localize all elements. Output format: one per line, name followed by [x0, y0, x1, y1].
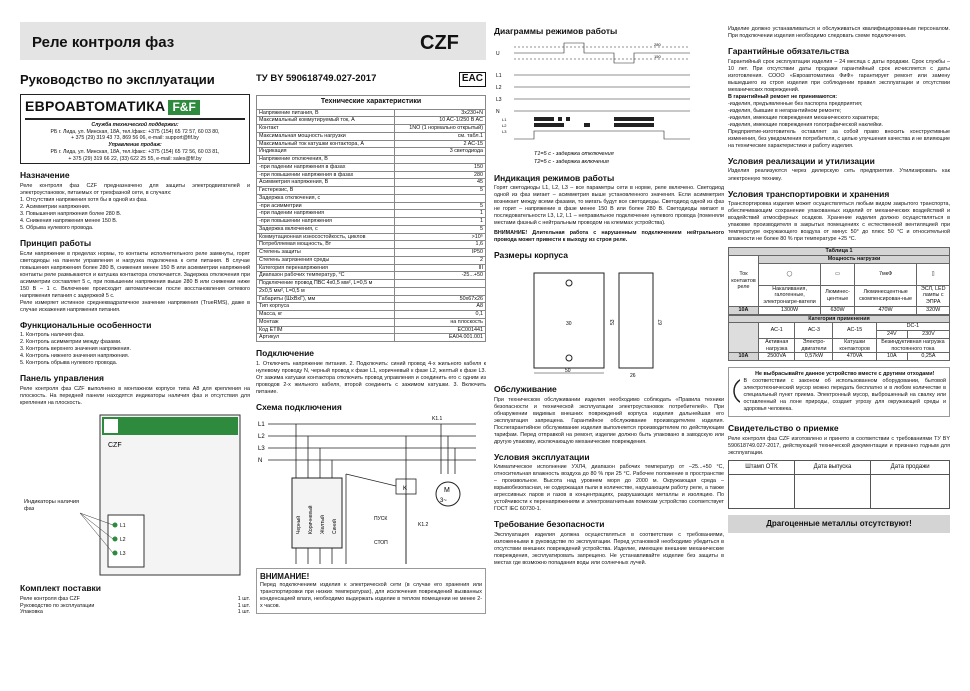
- power-value: 1300W: [759, 306, 821, 314]
- spec-value: 5: [394, 202, 485, 210]
- kit-row: [20, 609, 250, 616]
- dim-inner-width: 30: [566, 321, 572, 327]
- diagram-title: Диаграммы режимов работы: [494, 26, 618, 36]
- lamp-incandescent-icon: ◯: [759, 263, 821, 285]
- spec-label: -при повышении напряжения в фазах: [257, 171, 395, 179]
- spec-label: Максимальный ток катушки контактора, А: [257, 140, 395, 148]
- service-title: Обслуживание: [494, 384, 557, 394]
- connection-title: Подключение: [256, 348, 315, 358]
- led-block: [108, 515, 144, 567]
- spec-row: [257, 117, 486, 125]
- category: АС-1: [759, 323, 795, 339]
- transport-title: Условия транспортировки и хранения: [728, 188, 890, 199]
- sales-title: Управление продаж:: [108, 142, 162, 148]
- panel-title: Панель управления: [20, 373, 104, 384]
- spec-label: Артикул: [257, 334, 395, 342]
- spec-label: 2х0,5 мм², L=0,5 м: [257, 287, 395, 295]
- spec-label: Гистерезис, В: [257, 187, 395, 195]
- spec-value: [394, 287, 485, 295]
- category: DC-1: [876, 323, 949, 331]
- spec-label: Напряжение отключения, В: [257, 156, 395, 164]
- spec-label: Код ETIM: [257, 326, 395, 334]
- spec-label: Категория перенапряжения: [257, 264, 395, 272]
- spec-label: Задержка включения, с: [257, 225, 395, 233]
- guarantee-no-item: -изделия, предъявленные без паспорта предприятия;: [728, 100, 863, 107]
- wire-label: Коричневый: [308, 505, 314, 535]
- recycle-title: Не выбрасывайте данное устройство вместе с другими отходами!: [755, 371, 935, 378]
- led-label: L1: [120, 523, 126, 530]
- service-title: Служба технической поддержки:: [91, 121, 179, 128]
- led-label: L2: [120, 537, 126, 544]
- dims-title: Размеры корпуса: [494, 250, 568, 261]
- spec-row: [257, 295, 486, 303]
- scheme-line-label: L3: [258, 446, 265, 453]
- connection-text: 1. Отключить напряжение питания. 2. Подключить: синий провод 4-х жильного кабеля к нулевому проводу N, черный провод к фазе L1, коричневый к фазе L2, желтый к фазе L3. От зажима катушки контактора отключить провод управления и соединить его с одним из проводов 2-х жильного кабеля, второй соединить с зажимом катушки. 3. Включить питание.: [256, 360, 486, 395]
- led-l3-icon: [113, 551, 118, 556]
- spec-row: [257, 202, 486, 210]
- scheme-line-label: L1: [258, 422, 265, 429]
- tu-row: [256, 72, 486, 87]
- lamp-esl-icon: ▯: [917, 263, 950, 285]
- contact-k11-label: K1.1: [432, 416, 443, 423]
- spec-value: 50х67х26: [394, 295, 485, 303]
- spec-row: [257, 187, 486, 195]
- service-line: РБ г. Лида, ул. Минская, 18А, тел./факс: +375 (154) 65 72 57, 60 03 80,: [50, 128, 220, 135]
- spec-row: [257, 194, 486, 202]
- spec-label: -при падении напряжения в фазах: [257, 163, 395, 171]
- purpose-item: 3. Повышения напряжения более 280 В.: [20, 210, 122, 217]
- category-value: 0,57kW: [795, 353, 833, 361]
- scheme-line-label: L2: [258, 434, 265, 441]
- guarantee-text: Гарантийный срок эксплуатации изделия – 24 месяца с даты продажи. Срок службы – 10 лет. При отсутствии даты продажи гарантийный срок исчисляется с даты изготовления. СООО «Евроавтоматика ФиФ» гарантирует ремонт или замену вышедшего из строя изделия при соблюдении правил эксплуатации и отсутствии механических повреждений.: [728, 58, 950, 93]
- spec-label: Потребляемая мощность, Вт: [257, 241, 395, 249]
- guarantee-no-item: -изделия, имеющие повреждения голографической наклейки.: [728, 121, 883, 128]
- dim-width: 50: [565, 368, 571, 374]
- spec-label: Индикация: [257, 148, 395, 156]
- load-type: Люминесцентные скомпенсирован-ные: [854, 285, 916, 306]
- spec-head-row: [257, 95, 486, 109]
- guarantee-text-2: Предприятие-изготовитель оставляет за собой право вносить конструктивные изменения, без уведомления потребителя, с целью улучшения качества и не влияющие на технические характеристики и работу изделия.: [728, 128, 950, 149]
- spec-value: 2 AC-15: [394, 140, 485, 148]
- spec-value: см. табл.1: [394, 132, 485, 140]
- spec-row: [257, 287, 486, 295]
- current-value: 10А: [729, 306, 759, 314]
- spec-label: Асимметрия напряжения, В: [257, 179, 395, 187]
- acceptance-title: Свидетельство о приемке: [728, 423, 839, 434]
- brand-ff: F&F: [168, 100, 199, 115]
- purpose-item: 2. Асимметрии напряжения.: [20, 203, 91, 210]
- relay-block: [292, 478, 342, 548]
- safety-title: Требование безопасности: [494, 519, 605, 530]
- purpose-item: 5. Обрыва нулевого провода.: [20, 224, 94, 231]
- spec-label: -при асимметрии: [257, 202, 395, 210]
- diagram-level: 280: [654, 41, 661, 47]
- start-button-label: ПУСК: [374, 516, 388, 523]
- operation-title: Условия эксплуатации: [494, 451, 590, 462]
- wire-label: Желтый: [320, 515, 326, 535]
- category-desc: Электро-двигатели: [795, 338, 833, 353]
- kit-qty: 1 шт.: [237, 595, 250, 602]
- header-code: CZF: [420, 32, 459, 54]
- disposal-title: Условия реализации и утилизации: [728, 155, 875, 166]
- load-type: Накаливания, галогенные, электронагре-ватели: [759, 285, 821, 306]
- manual-title: Руководство по эксплуатации: [20, 72, 215, 87]
- spec-row: [257, 303, 486, 311]
- category-desc: Катушки контакторов: [833, 338, 876, 353]
- spec-row: [257, 241, 486, 249]
- spec-value: 150: [394, 163, 485, 171]
- spec-value: -25...+50: [394, 272, 485, 280]
- diagram-t1: T1=5 с - задержка отключения: [534, 150, 614, 157]
- spec-value: 10 AC-1/250 B AC: [394, 117, 485, 125]
- lamp-fluorescent-icon: ▭: [821, 263, 855, 285]
- spec-value: [394, 194, 485, 202]
- guarantee-title: Гарантийные обязательства: [728, 46, 849, 57]
- kit-qty: 1 шт.: [237, 602, 250, 609]
- scheme-line-label: N: [258, 458, 263, 465]
- spec-row: [257, 156, 486, 164]
- spec-row: [257, 179, 486, 187]
- recycle-text: В соответствии с законом об использованном оборудовании, бытовой электротехнический мусор можно передать бесплатно и в любом количестве в специальный пункт приема. Электронный мусор, выброшенный на свалку или оставленный на лоне природы, создает угрозу для окружающей среды и здоровья человека.: [743, 378, 946, 413]
- recycle-box: [728, 367, 950, 417]
- company-logo-box: [20, 94, 250, 164]
- panel-text: Реле контроля фаз CZF выполнено в монтажном корпусе типа А8 для крепления на плоскость. На передней панели находятся индикаторы наличия фаз и отсутствия для крепления на плоскость.: [20, 386, 250, 407]
- spec-row: [257, 256, 486, 264]
- disposal-text: Изделия реализуются через дилерскую сеть предприятия. Утилизировать как электронную технику.: [728, 168, 950, 182]
- spec-label: Тип корпуса: [257, 303, 395, 311]
- device-label: CZF: [108, 442, 122, 450]
- acceptance-table: [728, 460, 950, 509]
- diagram-led: L2: [502, 122, 507, 128]
- precious-metals-bar: Драгоценные металлы отсутствуют!: [728, 515, 950, 533]
- led-l1-icon: [113, 523, 118, 528]
- panel-drawing: [20, 407, 250, 577]
- category-desc: Безиндуктивная нагрузка постоянного тока: [876, 338, 949, 353]
- lamp-compensated-icon: [854, 263, 916, 285]
- spec-value: 1,6: [394, 241, 485, 249]
- spec-label: Контакт: [257, 125, 395, 133]
- spec-value: A8: [394, 303, 485, 311]
- diagram-led: L1: [502, 116, 507, 122]
- spec-row: [257, 225, 486, 233]
- dim-height: 67: [658, 319, 664, 325]
- spec-value: 5: [394, 225, 485, 233]
- diagram-signal: L2: [496, 84, 502, 91]
- diagram-signal: L1: [496, 72, 502, 79]
- features-title: Функциональные особенности: [20, 319, 152, 330]
- spec-row: [257, 334, 486, 342]
- principle-text-2: Реле измеряет истинное среднеквадратичное значение напряжения (TrueRMS), даже в случае искажения напряжения питания.: [20, 299, 250, 313]
- load-table: [728, 247, 950, 315]
- spec-row: [257, 163, 486, 171]
- case-side: [619, 273, 653, 368]
- spec-value: IP50: [394, 249, 485, 257]
- spec-value: EA04.001.001: [394, 334, 485, 342]
- load-type: Люминес-центные: [821, 285, 855, 306]
- spec-value: 5: [394, 187, 485, 195]
- diagram-led: L3: [502, 128, 507, 134]
- spec-label: Максимальная мощность нагрузки: [257, 132, 395, 140]
- contact-k12-label: K1.2: [418, 522, 429, 529]
- transport-text: Транспортировка изделия может осуществляться любым видом закрытого транспорта, обеспечивающим сохранение упакованных изделий от механических воздействий и воздействий атмосферных осадков. Хранение изделия должно осуществляться в упаковке производителя в закрытых помещениях с естественной вентиляцией при температуре окружающего воздуха от минус 50° до плюс 50 °С и относительной влажности не более 80 % при температуре +25 °С.: [728, 201, 950, 243]
- diagram-level: 150: [654, 53, 661, 59]
- category-hatch: [729, 323, 759, 353]
- feature-item: 2. Контроль асимметрии между фазами.: [20, 339, 122, 346]
- kit-qty: 1 шт.: [237, 609, 250, 616]
- warning-text: Перед подключением изделия к электрической сети (в случае его хранения или транспортировки при низких температурах), для исключения повреждений вызванных конденсацией влаги, необходимо выдержать изделие в теплом помещении не менее 2-х часов.: [260, 582, 482, 610]
- spec-row: [257, 109, 486, 117]
- motor-label: M: [444, 487, 450, 495]
- purpose-title: Назначение: [20, 170, 70, 181]
- stop-button-label: СТОП: [374, 540, 388, 547]
- header-title: Реле контроля фаз: [32, 34, 175, 51]
- eac-mark: EAC: [459, 72, 486, 87]
- logo-divider: [25, 118, 245, 120]
- feature-item: 1. Контроль наличия фаз.: [20, 332, 85, 339]
- spec-table: [256, 95, 486, 343]
- acceptance-text: Реле контроля фаз CZF изготовлено и принято в соответствии с требованиями ТУ BY 590618749.027-2017, действующей технической документации и признано годным для эксплуатации.: [728, 435, 950, 456]
- spec-row: [257, 318, 486, 326]
- diagram-signal: U: [496, 50, 500, 57]
- indicator-label-wrap: [24, 499, 84, 519]
- spec-label: -при падении напряжения: [257, 210, 395, 218]
- spec-value: [394, 156, 485, 164]
- category-value: 0,25A: [907, 353, 949, 361]
- dim-depth: 26: [630, 373, 636, 378]
- principle-title: Принцип работы: [20, 237, 92, 248]
- spec-value: 2: [394, 256, 485, 264]
- sales-line: + 375 (29) 319 66 22, (33) 622 25 55, e-mail: sales@fif.by: [68, 155, 202, 162]
- modes-title: Индикация режимов работы: [494, 172, 615, 183]
- table1-title: Таблица 1: [729, 248, 950, 256]
- device-logo-mark: [104, 419, 118, 433]
- scheme-title: Схема подключения: [256, 401, 342, 412]
- category: АС-3: [795, 323, 833, 339]
- spec-body: [257, 109, 486, 342]
- kit-row: [20, 603, 250, 610]
- spec-row: [257, 218, 486, 226]
- acceptance-col: Дата продажи: [871, 461, 950, 475]
- diagram-signal: N: [496, 108, 500, 115]
- guarantee-no-item: -изделия, бывшие в негарантийном ремонте;: [728, 107, 842, 114]
- spec-value: 3х230+N: [394, 109, 485, 117]
- spec-value: III: [394, 264, 485, 272]
- motor-phase-label: 3~: [440, 498, 447, 505]
- spec-row: [257, 249, 486, 257]
- diagram-t2: T2=5 с - задержка включения: [534, 158, 609, 165]
- power-value: 630W: [821, 306, 855, 314]
- spec-value: 1: [394, 210, 485, 218]
- feature-item: 5. Контроль обрыва нулевого провода.: [20, 360, 118, 367]
- spec-row: [257, 233, 486, 241]
- kit-item: Упаковка: [20, 609, 43, 616]
- wire-label: Синий: [332, 519, 338, 535]
- spec-row: [257, 132, 486, 140]
- spec-value: 3 светодиода: [394, 148, 485, 156]
- kit-title: Комплект поставки: [20, 583, 102, 594]
- tu-code: ТУ BY 590618749.027-2017: [256, 73, 377, 85]
- spec-row: [257, 326, 486, 334]
- kit-table: [20, 596, 250, 616]
- spec-row: [257, 311, 486, 319]
- spec-label: Коммутационная износостойкость, циклов: [257, 233, 395, 241]
- safety-text: Эксплуатация изделия должна осуществляться в соответствии с требованиями, изложенными в руководстве по эксплуатации. Перед установкой необходимо убедиться в отсутствии внешних повреждений устройства. Изделие, имеющее внешние механические повреждения, эксплуатировать запрещено. Не устанавливайте изделие без защиты в местах где возможно попадания воды или солнечных лучей.: [494, 532, 724, 567]
- brand-name: ЕВРОАВТОМАТИКА: [25, 98, 166, 115]
- spec-value: EC001441: [394, 326, 485, 334]
- category: АС-15: [833, 323, 876, 339]
- spec-label: Габариты (ШхВхГ), мм: [257, 295, 395, 303]
- dc-volt: 230V: [907, 331, 949, 339]
- category-value: 2500VA: [759, 353, 795, 361]
- feature-item: 3. Контроль верхнего значения напряжения.: [20, 346, 131, 353]
- spec-label: Степень загрязнения среды: [257, 256, 395, 264]
- operation-text: Климатическое исполнение УХЛ4, диапазон рабочих температур от –25...+50 °С, относительная влажность воздуха до 80 % при 25 °С. Рабочее положение в пространстве – произвольное. Высота над уровнем моря до 2000 м. Окружающая среда – взрывобезопасная, не содержащая пыли в количестве, нарушающем работу реле, а также агрессивных паров и газов в концентрациях, разрушающих металлы и изоляцию. По устойчивости к перенапряжениям и электромагнитным помехам устройство соответствует ГОСТ IEC 60730-1.: [494, 464, 724, 513]
- col4-intro: Изделие должно устанавливаться и обслуживаться квалифицированным персоналом. При подключении изделия необходимо следовать схеме подключения.: [728, 26, 950, 40]
- guarantee-no-item: -изделия, имеющие повреждения механического характера;: [728, 114, 880, 121]
- power-value: 320W: [917, 306, 950, 314]
- sales-line: РБ г. Лида, ул. Минская, 18А, тел./факс: +375 (154) 65 72 56, 60 03 81,: [50, 148, 220, 155]
- spec-value: 0,1: [394, 311, 485, 319]
- spec-label: Монтаж: [257, 318, 395, 326]
- purpose-item: 4. Снижения напряжения менее 150 В.: [20, 217, 118, 224]
- spec-row: [257, 140, 486, 148]
- spec-value: 1: [394, 218, 485, 226]
- dim-inner-height: 53: [610, 319, 616, 325]
- led-label: L3: [120, 551, 126, 558]
- spec-value: >10⁵: [394, 233, 485, 241]
- capacitor-label: 7мкФ: [879, 270, 893, 277]
- purpose-text: Реле контроля фаз CZF предназначено для защиты электродвигателей и электроустановок, питаемых от трехфазной сети, в случаях:: [20, 182, 250, 196]
- spec-value: 45: [394, 179, 485, 187]
- spec-label: Максимальный коммутируемый ток, А: [257, 117, 395, 125]
- spec-row: [257, 280, 486, 288]
- coil-k-label: K: [403, 486, 408, 493]
- kit-item: Реле контроля фаз CZF: [20, 595, 80, 602]
- spec-label: -при повышении напряжения: [257, 218, 395, 226]
- kit-row: [20, 596, 250, 603]
- spec-row: [257, 125, 486, 133]
- feature-item: 4. Контроль нижнего значения напряжения.: [20, 353, 130, 360]
- modes-text: Горят светодиоды L1, L2, L3 – все параметры сети в норме, реле включено. Светодиод одной из фаз мигает – асимметрия выше установленного значения. Если асимметрия возникает между всеми фазами, то мигать будут все светодиоды. Светодиод одной из фаз не горит – напряжение в фазе менее 150 В или более 280 В. Светодиоды мигают в последовательности L3, L2, L1 – неправильное подключение нулевого провода (поменяли местами фазный с нейтральным проводом на клеммах устройства).: [494, 185, 724, 227]
- category-desc: Активная нагрузка: [759, 338, 795, 353]
- kit-item: Руководство по эксплуатации: [20, 602, 95, 609]
- service-text: При техническом обслуживании изделия необходимо соблюдать «Правила техники безопасности и технической эксплуатации электроустановок потребителей». При обнаружении видимых внешних повреждений корпуса изделия дальнейшая его эксплуатация запрещена. Гарантийное обслуживание производителем изделия. Послегарантийное обслуживание изделия выполняется производителем по действующим тарифам. Перед отправкой на ремонт, изделие должно быть упаковано в заводскую или другую упаковку, исключающую механические повреждения.: [494, 396, 724, 445]
- category-value: 10A: [876, 353, 907, 361]
- spec-value: 280: [394, 171, 485, 179]
- spec-label: Диапазон рабочих температур, °С: [257, 272, 395, 280]
- load-type: ЭСЛ, LED лампы с ЭПРА: [917, 285, 950, 306]
- spec-row: [257, 264, 486, 272]
- spec-row: [257, 148, 486, 156]
- spec-label: Подключение провод ПВС 4х0,5 мм², L=0,5 м: [257, 280, 395, 288]
- dimension-drawing: [494, 263, 724, 378]
- mode-diagram: [494, 39, 694, 167]
- warning-title: ВНИМАНИЕ!: [260, 572, 310, 582]
- spec-value: [394, 280, 485, 288]
- spec-row: [257, 210, 486, 218]
- contact-current-header: Ток контактов реле: [729, 255, 759, 306]
- warning-box: [256, 568, 486, 614]
- power-value: 470W: [854, 306, 916, 314]
- acceptance-col: Дата выпуска: [794, 461, 870, 475]
- indicators-label: Индикаторы наличия фаз: [24, 499, 80, 513]
- spec-row: [257, 171, 486, 179]
- service-line: + 375 (29) 319 43 73, 869 56 06, e-mail: support@fif.by: [71, 135, 199, 142]
- category-table: [728, 315, 950, 362]
- warning-icon: [732, 371, 740, 411]
- principle-text: Если напряжение в пределах нормы, то контакты исполнительного реле замкнуты, горят светодиоды на панели управления и нагрузка подключена к сети питания. В случае повышения напряжения более 280 В, снижения менее 150 В или асимметрии напряжений контакты реле размыкаются и катушка контактора отключается. Задержка отключения при асимметрии составляет 5 с, при повышении напряжения выше 280 В или снижении ниже 150 В – 1 с. Включение происходит автоматически после восстановления сетевого напряжения питания с задержкой 5 с.: [20, 250, 250, 299]
- spec-label: Напряжение питания, В: [257, 109, 395, 117]
- current-value: 10А: [729, 353, 759, 361]
- device-green-band: [102, 417, 238, 435]
- spec-title: Технические характеристики: [257, 95, 486, 109]
- spec-label: Задержка отключения, с: [257, 194, 395, 202]
- dc-volt: 24V: [876, 331, 907, 339]
- category-header: Категория применения: [729, 315, 950, 323]
- spec-row: [257, 272, 486, 280]
- spec-label: Масса, кг: [257, 311, 395, 319]
- modes-attention: ВНИМАНИЕ! Длительная работа с нарушенным подключением нейтрального провода может привести к выходу из строя реле.: [494, 230, 724, 244]
- guarantee-no-title: В гарантийный ремонт не принимаются:: [728, 93, 838, 100]
- purpose-item: 1. Отсутствия напряжения хотя бы в одной из фаз.: [20, 196, 148, 203]
- category-value: 470VA: [833, 353, 876, 361]
- spec-value: 1NO (1 нормально открытый): [394, 125, 485, 133]
- diagram-signal: L3: [496, 96, 502, 103]
- wiring-scheme: [256, 414, 486, 564]
- acceptance-col: Штамп ОТК: [729, 461, 795, 475]
- led-l2-icon: [113, 537, 118, 542]
- wire-label: Черный: [296, 516, 302, 535]
- power-header: Мощность нагрузки: [759, 255, 950, 263]
- spec-label: Степень защиты: [257, 249, 395, 257]
- spec-value: на плоскость: [394, 318, 485, 326]
